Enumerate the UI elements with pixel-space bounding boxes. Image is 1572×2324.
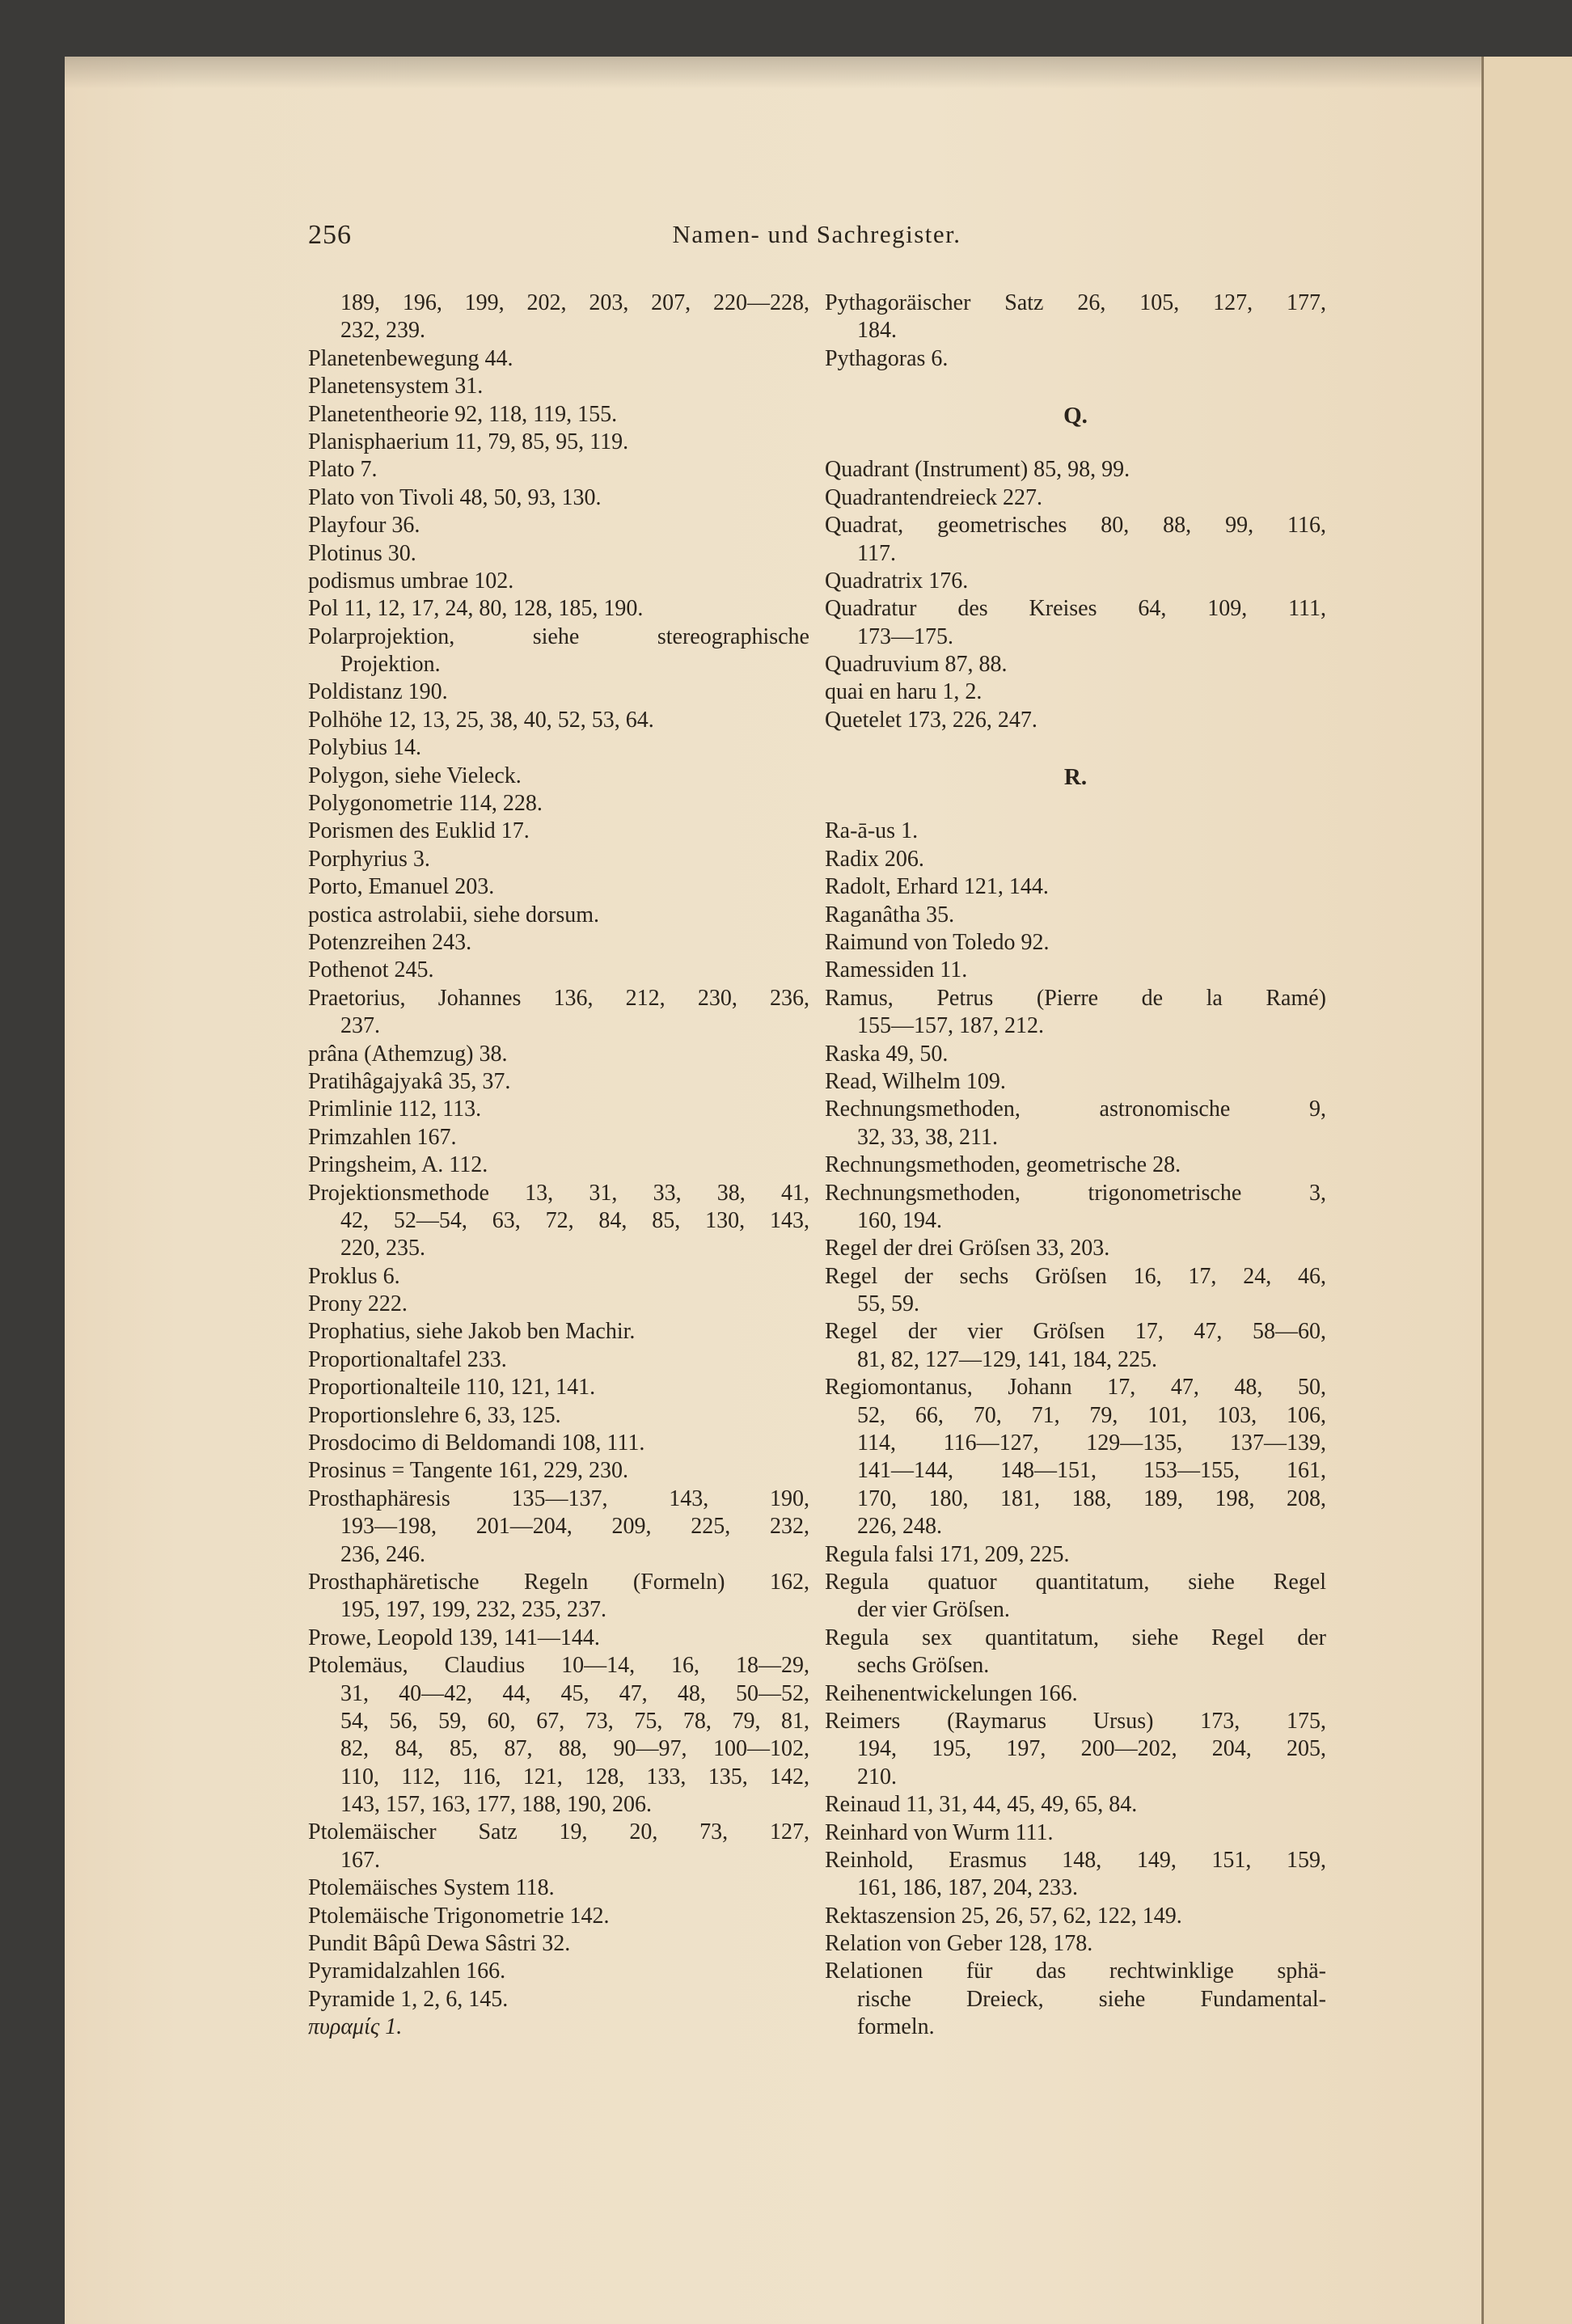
index-entry [308, 2013, 809, 2041]
section-heading: Q. [1063, 403, 1088, 429]
index-entry-line: Relation von Geber 128, 178. [825, 1931, 1093, 1957]
index-entry [825, 1263, 1326, 1319]
index-entry-continuation: 161, 186, 187, 204, 233. [857, 1875, 1078, 1901]
index-entry-line: Regel der vier Gröſsen 17, 47, 58—60, [825, 1319, 1326, 1345]
index-entry [825, 345, 1326, 373]
index-entry-line: postica astrolabii, siehe dorsum. [308, 902, 600, 927]
index-entry [308, 1819, 809, 1874]
index-entry-line: quai en haru 1, 2. [825, 679, 982, 705]
index-entry [308, 734, 809, 762]
section-heading: R. [1063, 764, 1088, 791]
index-entry [825, 902, 1326, 929]
index-column-right [825, 289, 1326, 2042]
page-number: 256 [308, 220, 352, 250]
index-entry-line: Regiomontanus, Johann 17, 47, 48, 50, [825, 1375, 1326, 1401]
index-entry [308, 1291, 809, 1318]
index-entry-continuation: 220, 235. [340, 1236, 425, 1261]
index-entry-line: Radix 206. [825, 846, 924, 872]
index-entry [825, 707, 1326, 734]
index-entry-line: Quadrantendreieck 227. [825, 484, 1042, 510]
index-entry-line: Ptolemäisches System 118. [308, 1875, 555, 1901]
index-entry-continuation: 184. [857, 318, 897, 344]
index-entry [308, 1402, 809, 1430]
index-entry-line: Prosinus = Tangente 161, 229, 230. [308, 1458, 628, 1484]
index-entry-line: Pythagoräischer Satz 26, 105, 127, 177, [825, 290, 1326, 315]
index-entry-line: Primzahlen 167. [308, 1124, 457, 1150]
index-entry-line: Polygon, siehe Vieleck. [308, 763, 522, 788]
index-entry [308, 790, 809, 818]
index-entry-line: Relationen für das rechtwinklige sphä- [825, 1958, 1326, 1984]
index-entry-line: Planetentheorie 92, 118, 119, 155. [308, 401, 618, 427]
index-entry [308, 595, 809, 623]
index-entry [825, 873, 1326, 901]
index-entry-continuation: 226, 248. [857, 1514, 942, 1540]
index-entry [308, 1457, 809, 1485]
index-entry-line: Regel der sechs Gröſsen 16, 17, 24, 46, [825, 1263, 1326, 1289]
index-entry-line: Plato von Tivoli 48, 50, 93, 130. [308, 484, 602, 510]
index-entry-line: Pol 11, 12, 17, 24, 80, 128, 185, 190. [308, 596, 644, 622]
index-entry [308, 568, 809, 595]
index-entry-continuation: 170, 180, 181, 188, 189, 198, 208, [857, 1485, 1326, 1511]
index-entry-line: Porismen des Euklid 17. [308, 818, 530, 844]
index-entry-line: 189, 196, 199, 202, 203, 207, 220—228, [340, 290, 809, 315]
index-entry-line: Ra-ā-us 1. [825, 818, 919, 844]
index-entry [308, 456, 809, 484]
index-entry [308, 1430, 809, 1457]
index-entry [308, 902, 809, 929]
index-entry [308, 985, 809, 1041]
index-entry [308, 512, 809, 539]
index-entry-line: Polybius 14. [308, 735, 422, 761]
index-entry-line: Pyramide 1, 2, 6, 145. [308, 1986, 509, 2012]
index-entry [308, 484, 809, 512]
index-entry-line: Polarprojektion, siehe stereographische [308, 623, 809, 649]
index-entry [825, 1068, 1326, 1096]
index-entry [308, 1041, 809, 1068]
index-entry-continuation: 141—144, 148—151, 153—155, 161, [857, 1458, 1326, 1484]
index-entry-line: Rechnungsmethoden, geometrische 28. [825, 1152, 1181, 1178]
index-entry [825, 1180, 1326, 1236]
index-entry-continuation: 210. [857, 1764, 897, 1789]
index-entry [308, 540, 809, 568]
index-entry-line: Prophatius, siehe Jakob ben Machir. [308, 1319, 636, 1345]
index-entry-line: Porphyrius 3. [308, 846, 430, 872]
index-entry-line: Proportionaltafel 233. [308, 1346, 507, 1372]
index-entry [825, 289, 1326, 345]
running-title: Namen- und Sachregister. [672, 220, 961, 248]
index-entry-line: Pringsheim, A. 112. [308, 1152, 488, 1178]
index-entry-line: Prosthaphäretische Regeln (Formeln) 162, [308, 1569, 809, 1595]
index-entry-line: Plato 7. [308, 457, 378, 483]
index-entry-continuation: 117. [857, 540, 896, 566]
index-entry-continuation: Projektion. [340, 652, 441, 678]
index-entry-line: Prony 222. [308, 1291, 408, 1317]
index-entry [308, 401, 809, 429]
index-entry-line: Ramus, Petrus (Pierre de la Ramé) [825, 985, 1326, 1011]
index-entry-continuation: 42, 52—54, 63, 72, 84, 85, 130, 143, [340, 1207, 809, 1233]
index-entry [308, 1124, 809, 1151]
index-entry-line: Polygonometrie 114, 228. [308, 791, 543, 817]
index-entry-line: Regula quatuor quantitatum, siehe Regel [825, 1570, 1326, 1595]
index-entry [308, 1151, 809, 1179]
index-entry-continuation: 143, 157, 163, 177, 188, 190, 206. [340, 1792, 652, 1818]
index-entry [308, 1374, 809, 1401]
index-entry-line: Prowe, Leopold 139, 141—144. [308, 1625, 600, 1650]
index-entry [825, 1541, 1326, 1569]
index-entry [825, 484, 1326, 512]
index-entry-line: Reinhard von Wurm 111. [825, 1819, 1054, 1845]
index-entry [308, 1485, 809, 1569]
index-entry-line: Potenzreihen 243. [308, 929, 472, 955]
index-entry-continuation: 110, 112, 116, 121, 128, 133, 135, 142, [340, 1764, 809, 1789]
index-entry [308, 1930, 809, 1958]
index-entry-line: Quadratur des Kreises 64, 109, 111, [825, 596, 1326, 622]
index-entry [308, 1958, 809, 1985]
index-entry-line: Raimund von Toledo 92. [825, 930, 1050, 956]
index-entry [308, 818, 809, 845]
index-entry [825, 1708, 1326, 1791]
index-entry-line: Rektaszension 25, 26, 57, 62, 122, 149. [825, 1903, 1182, 1929]
adjacent-page-edge [1481, 57, 1572, 2324]
index-entry-continuation: 232, 239. [340, 318, 425, 344]
index-entry-continuation: sechs Gröſsen. [857, 1653, 990, 1679]
index-entry [308, 929, 809, 957]
index-entry [308, 873, 809, 901]
index-entry [308, 373, 809, 400]
index-entry [825, 1625, 1326, 1680]
index-entry-continuation: formeln. [857, 2014, 935, 2040]
index-entry [308, 1652, 809, 1819]
index-entry [825, 1318, 1326, 1374]
index-entry-line: Reimers (Raymarus Ursus) 173, 175, [825, 1708, 1326, 1734]
index-entry-continuation: 155—157, 187, 212. [857, 1013, 1044, 1039]
index-entry-line: Poldistanz 190. [308, 679, 448, 705]
index-entry [825, 1680, 1326, 1708]
index-entry-line: Ramessiden 11. [825, 957, 968, 983]
index-entry-continuation: 167. [340, 1847, 380, 1873]
index-entry [825, 1958, 1326, 2041]
index-entry [825, 1096, 1326, 1151]
index-entry-line: πυραμίς 1. [308, 2014, 403, 2040]
index-entry [308, 1180, 809, 1263]
index-entry-line: Reihenentwickelungen 166. [825, 1680, 1078, 1706]
index-entry [825, 651, 1326, 678]
index-entry [825, 1930, 1326, 1958]
page-shadow [65, 57, 1481, 89]
index-entry-continuation: 195, 197, 199, 232, 235, 237. [340, 1597, 606, 1623]
index-entry [825, 1235, 1326, 1262]
index-entry [308, 1903, 809, 1930]
index-entry [825, 929, 1326, 957]
index-entry-line: Pyramidalzahlen 166. [308, 1958, 506, 1984]
index-entry-continuation: 173—175. [857, 623, 953, 649]
index-entry-line: Polhöhe 12, 13, 25, 38, 40, 52, 53, 64. [308, 707, 654, 733]
index-entry [308, 623, 809, 679]
index-entry-line: Regula falsi 171, 209, 225. [825, 1541, 1070, 1567]
index-entry-line: Prosthaphäresis 135—137, 143, 190, [308, 1485, 809, 1511]
index-entry [308, 1346, 809, 1374]
index-entry-line: Planetensystem 31. [308, 374, 484, 399]
index-entry [825, 456, 1326, 484]
index-entry-line: Ptolemäischer Satz 19, 20, 73, 127, [308, 1819, 809, 1845]
index-entry-line: Quadratrix 176. [825, 568, 969, 594]
index-entry-line: Pundit Bâpû Dewa Sâstri 32. [308, 1931, 571, 1957]
index-entry-line: Rechnungsmethoden, trigonometrische 3, [825, 1180, 1326, 1206]
index-entry [825, 1151, 1326, 1179]
index-entry [825, 678, 1326, 706]
index-entry-line: Regel der drei Gröſsen 33, 203. [825, 1236, 1110, 1261]
index-entry [825, 595, 1326, 651]
index-entry-continuation: 237. [340, 1013, 380, 1039]
index-entry [308, 707, 809, 734]
index-entry [308, 1986, 809, 2013]
index-entry-continuation: rische Dreieck, siehe Fundamental- [857, 1986, 1326, 2012]
index-entry-line: Raska 49, 50. [825, 1041, 949, 1067]
index-entry-continuation: 52, 66, 70, 71, 79, 101, 103, 106, [857, 1402, 1326, 1428]
index-entry [825, 1847, 1326, 1903]
index-entry-line: Rechnungsmethoden, astronomische 9, [825, 1097, 1326, 1122]
index-entry-line: Pythagoras 6. [825, 345, 949, 371]
index-entry-line: Proportionalteile 110, 121, 141. [308, 1375, 596, 1401]
index-entry-continuation: 193—198, 201—204, 209, 225, 232, [340, 1514, 809, 1540]
index-entry-line: Prosdocimo di Beldomandi 108, 111. [308, 1430, 645, 1456]
index-entry-line: Quadrat, geometrisches 80, 88, 99, 116, [825, 513, 1326, 539]
index-entry-line: Proportionslehre 6, 33, 125. [308, 1402, 561, 1428]
index-entry [308, 1625, 809, 1652]
index-entry [308, 1068, 809, 1096]
index-entry-line: Pothenot 245. [308, 957, 434, 983]
index-entry-continuation: der vier Gröſsen. [857, 1597, 1010, 1623]
index-entry [308, 1874, 809, 1902]
index-entry-continuation: 54, 56, 59, 60, 67, 73, 75, 78, 79, 81, [340, 1708, 809, 1734]
index-entry-line: Ptolemäische Trigonometrie 142. [308, 1903, 610, 1929]
index-entry [308, 678, 809, 706]
index-entry [825, 568, 1326, 595]
index-entry-line: Planetenbewegung 44. [308, 345, 513, 371]
index-entry-line: Reinhold, Erasmus 148, 149, 151, 159, [825, 1847, 1326, 1873]
index-entry-line: Praetorius, Johannes 136, 212, 230, 236, [308, 985, 809, 1011]
index-entry [825, 846, 1326, 873]
index-entry [825, 512, 1326, 568]
index-entry [308, 1096, 809, 1123]
index-entry-line: Pratihâgajyakâ 35, 37. [308, 1068, 511, 1094]
index-entry-line: Raganâtha 35. [825, 902, 955, 927]
index-entry-line: Primlinie 112, 113. [308, 1097, 482, 1122]
index-entry-continuation: 81, 82, 127—129, 141, 184, 225. [857, 1346, 1157, 1372]
index-entry-line: Quetelet 173, 226, 247. [825, 707, 1037, 733]
index-entry-line: Porto, Emanuel 203. [308, 874, 495, 900]
index-entry [308, 429, 809, 456]
index-entry-line: Regula sex quantitatum, siehe Regel der [825, 1625, 1326, 1650]
index-entry [825, 1041, 1326, 1068]
index-entry-line: Projektionsmethode 13, 31, 33, 38, 41, [308, 1180, 809, 1206]
index-entry [825, 1903, 1326, 1930]
index-entry-line: Playfour 36. [308, 513, 420, 539]
index-entry [825, 1569, 1326, 1625]
index-entry-line: Read, Wilhelm 109. [825, 1068, 1006, 1094]
index-entry-continuation: 31, 40—42, 44, 45, 47, 48, 50—52, [340, 1680, 809, 1706]
index-entry-line: Radolt, Erhard 121, 144. [825, 874, 1049, 900]
index-entry [308, 1569, 809, 1625]
index-entry-continuation: 114, 116—127, 129—135, 137—139, [857, 1430, 1326, 1456]
index-entry-line: Reinaud 11, 31, 44, 45, 49, 65, 84. [825, 1792, 1138, 1818]
index-entry [308, 957, 809, 984]
index-entry-continuation: 32, 33, 38, 211. [857, 1124, 998, 1150]
index-entry [825, 957, 1326, 984]
index-entry-line: Planisphaerium 11, 79, 85, 95, 119. [308, 429, 629, 454]
index-entry [308, 1318, 809, 1346]
index-entry [825, 1819, 1326, 1847]
index-entry-line: prâna (Athemzug) 38. [308, 1041, 508, 1067]
index-entry [308, 345, 809, 373]
index-entry [825, 818, 1326, 845]
index-entry-continuation: 160, 194. [857, 1207, 942, 1233]
index-entry-continuation: 55, 59. [857, 1291, 919, 1317]
index-entry [825, 985, 1326, 1041]
index-entry-line: Quadrant (Instrument) 85, 98, 99. [825, 457, 1130, 483]
index-entry-line: Plotinus 30. [308, 540, 416, 566]
index-entry [825, 1374, 1326, 1540]
index-entry [825, 1791, 1326, 1819]
index-entry-continuation: 236, 246. [340, 1541, 425, 1567]
index-entry-line: Ptolemäus, Claudius 10—14, 16, 18—29, [308, 1653, 809, 1679]
index-entry [308, 289, 809, 345]
index-entry-continuation: 194, 195, 197, 200—202, 204, 205, [857, 1736, 1326, 1762]
index-entry-line: Quadruvium 87, 88. [825, 652, 1008, 678]
index-entry [308, 846, 809, 873]
index-entry-line: Proklus 6. [308, 1263, 400, 1289]
index-entry [308, 763, 809, 790]
index-entry-continuation: 82, 84, 85, 87, 88, 90—97, 100—102, [340, 1736, 809, 1762]
index-entry [308, 1263, 809, 1291]
index-column-left [308, 289, 809, 2042]
index-entry-line: podismus umbrae 102. [308, 568, 514, 594]
